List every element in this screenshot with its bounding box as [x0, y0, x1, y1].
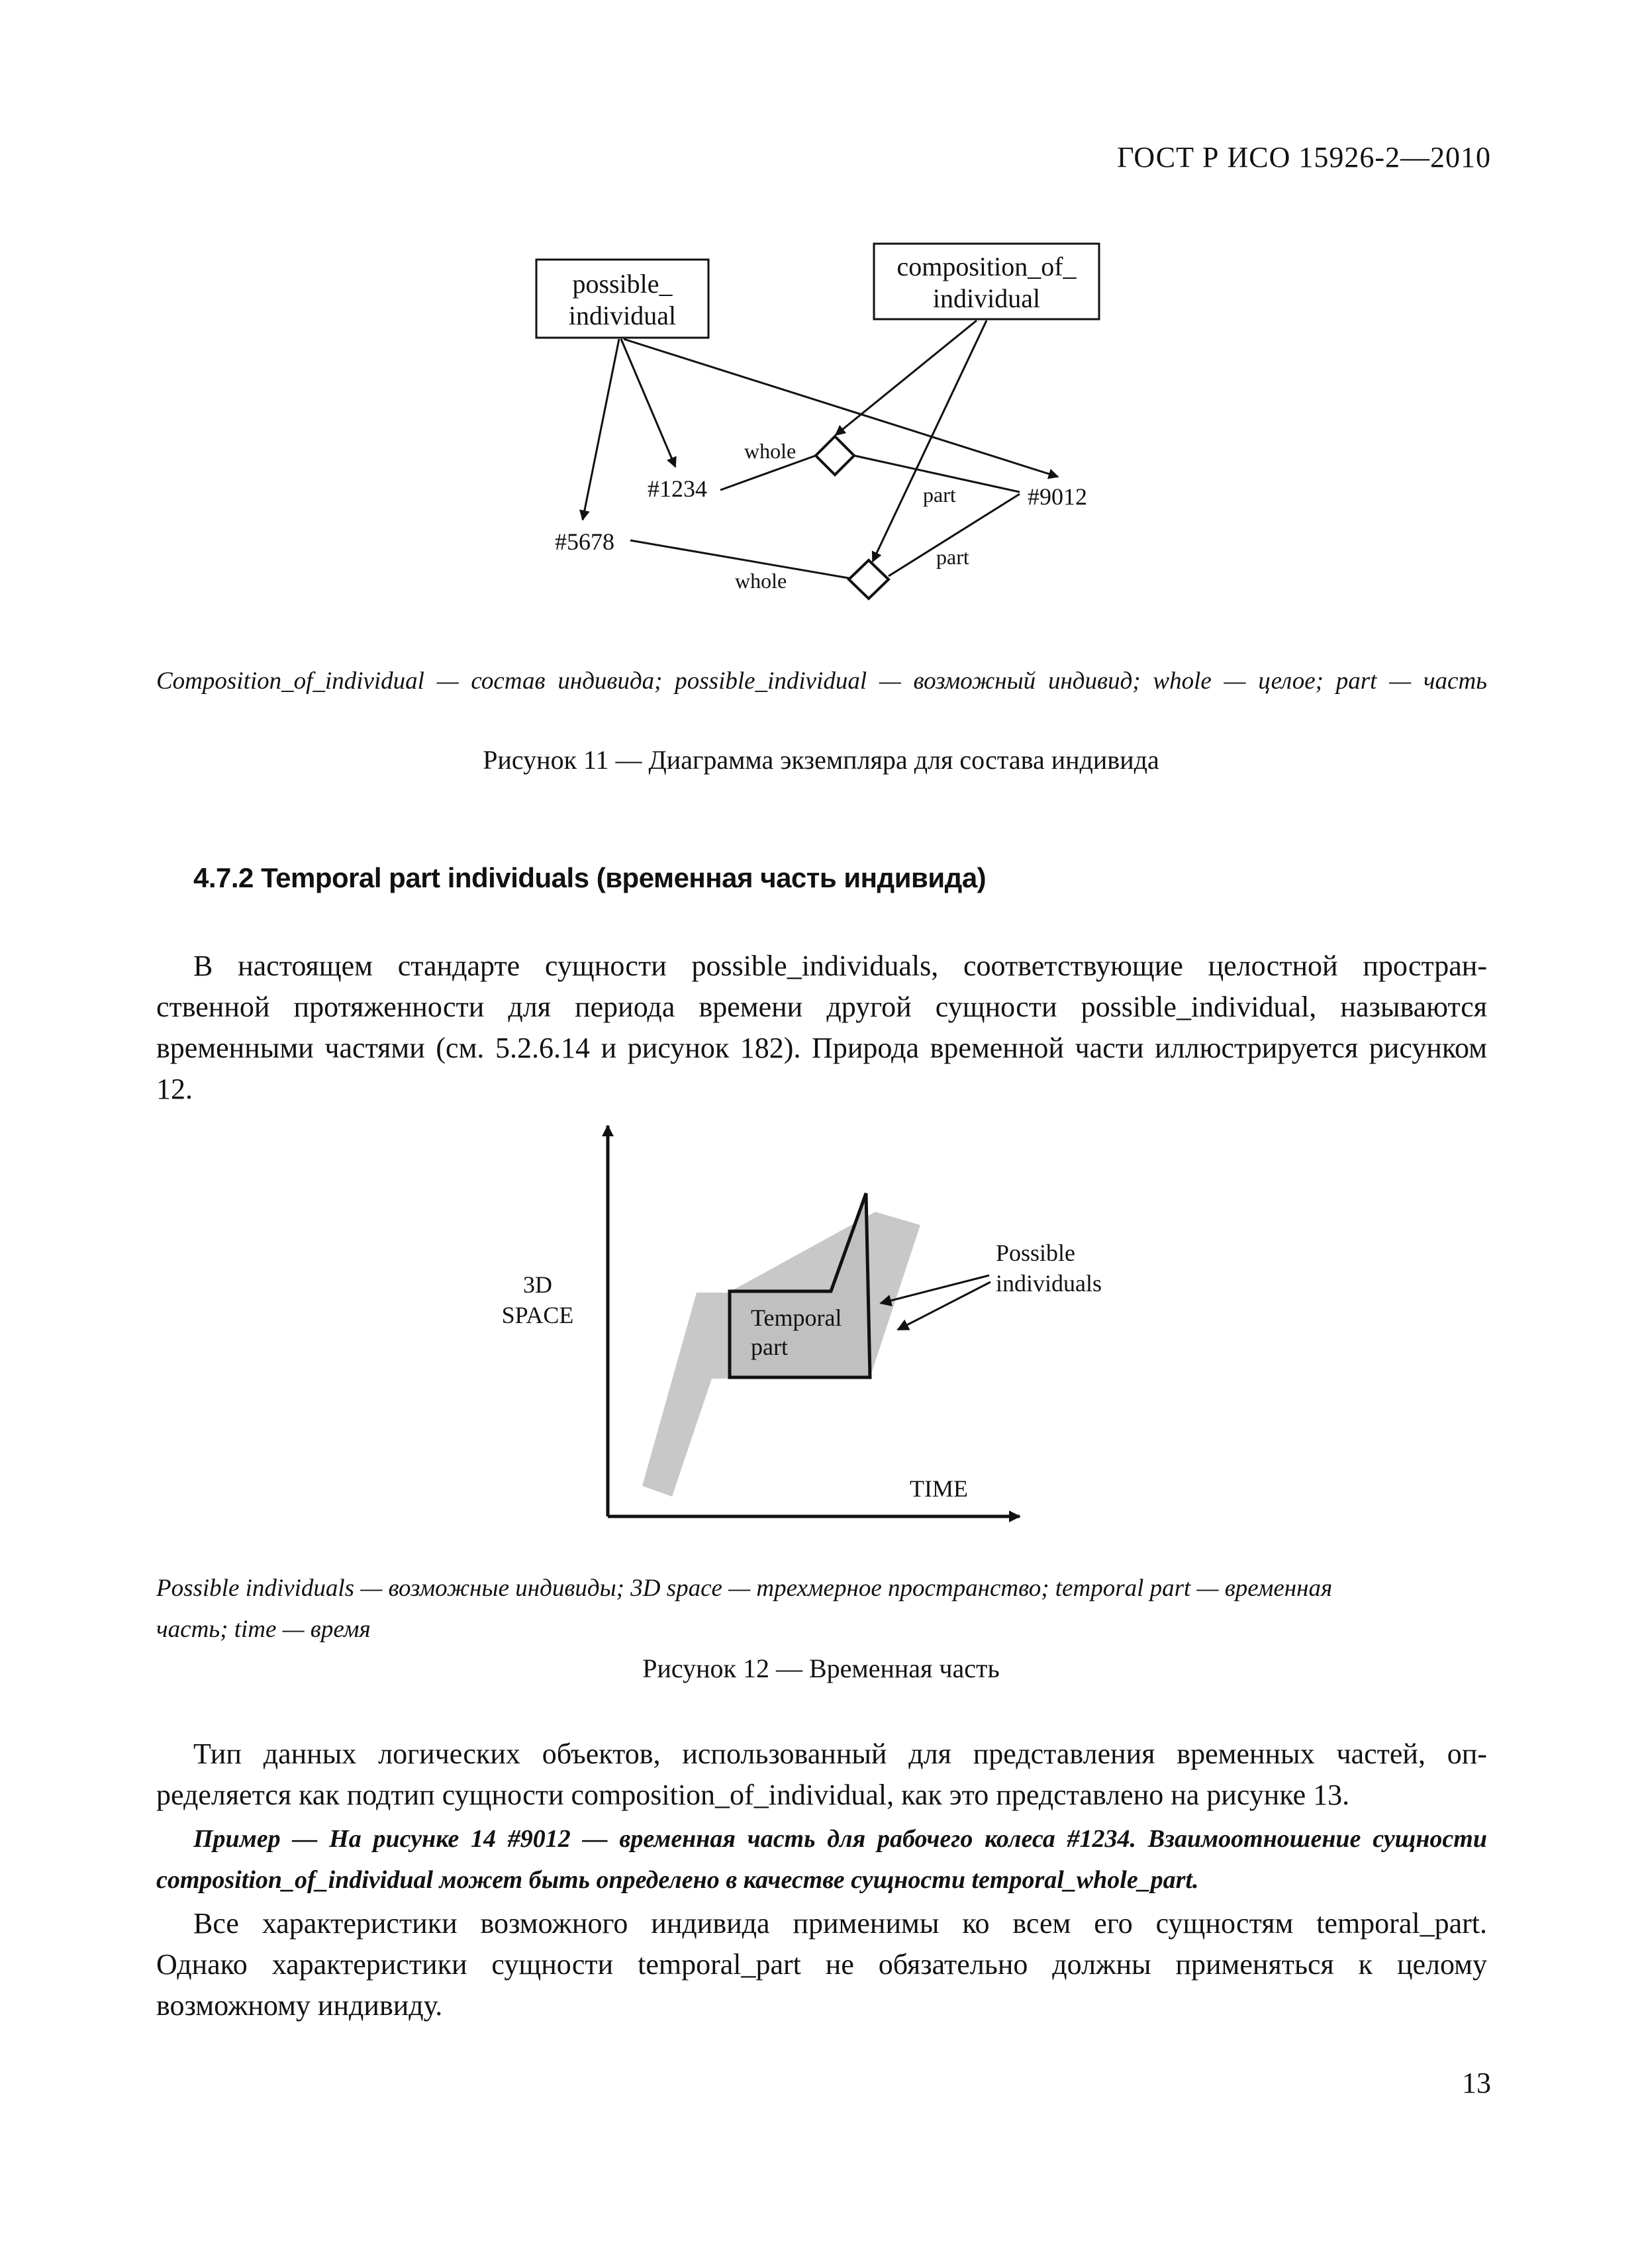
part-label-top: part [923, 483, 956, 507]
figure-12-legend-line1: Possible individuals — возможные индивиды; 3D space — трехмерное пространство; temporal part — временная [156, 1575, 1333, 1602]
node-9012-label: #9012 [1028, 483, 1087, 510]
whole-label-top: whole [744, 439, 797, 463]
figure-11-legend: Composition_of_individual — состав индивида; possible_individual — возможный индивид; whole — целое; part — часть [156, 667, 1487, 695]
possible-individuals-label-line2: individuals [996, 1270, 1102, 1297]
composition-box-line2: individual [932, 283, 1041, 313]
example-line1: Пример — На рисунке 14 #9012 — временная часть для рабочего колеса #1234. Взаимоотношение сущности [193, 1825, 1487, 1853]
composition-box-line1: composition_of_ [896, 252, 1077, 281]
figure-11-caption: Рисунок 11 — Диаграмма экземпляра для состава индивида [483, 745, 1159, 775]
page-number: 13 [1462, 2067, 1491, 2099]
arrow-possible-to-1234 [621, 339, 675, 467]
y-axis-label-line1: 3D [523, 1271, 552, 1298]
whole-label-bottom: whole [735, 569, 787, 593]
temporal-part-label-line1: Temporal [751, 1305, 842, 1331]
paragraph-2 [156, 1734, 1487, 1816]
possible-individuals-label-line1: Possible [996, 1240, 1076, 1266]
section-heading: 4.7.2 Temporal part individuals (временная часть индивида) [193, 862, 987, 893]
x-axis-label: TIME [910, 1475, 968, 1502]
example-line2: composition_of_individual может быть определено в качестве сущности temporal_whole_part. [156, 1866, 1199, 1894]
paragraph-1 [156, 946, 1487, 1110]
node-5678-label: #5678 [555, 528, 614, 555]
paragraph-3-first-line: Все характеристики возможного индивида применимы ко всем его сущностям temporal_part. [193, 1907, 1487, 1940]
paragraph-2-rest: ределяется как подтип сущности composition_of_individual, как это представлено на рисунке 13. [156, 1779, 1350, 1811]
figure-11-diagram [0, 0, 1642, 636]
diamond-bottom [849, 560, 889, 599]
figure-12-legend [156, 1568, 1487, 1650]
example-note [156, 1818, 1487, 1900]
diamond-top [816, 436, 854, 475]
arrow-composition-to-top-diamond [836, 320, 977, 435]
temporal-part-label-line2: part [751, 1334, 788, 1360]
paragraph-1-first-line: В настоящем стандарте сущности possible_individuals, соответствующие целостной простран- [193, 950, 1487, 982]
possible-individual-box-line2: individual [568, 301, 677, 330]
possible-individual-box-line1: possible_ [572, 269, 673, 299]
figure-12-diagram [0, 1112, 1642, 1550]
figure-12-legend-line2: часть; time — время [156, 1616, 371, 1643]
paragraph-3-rest: Однако характеристики сущности temporal_part не обязательно должны применяться к целому возможному индивиду. [156, 1948, 1487, 2022]
paragraph-3 [156, 1903, 1487, 2026]
standard-header: ГОСТ Р ИСО 15926-2—2010 [1117, 141, 1491, 173]
paragraph-1-rest: ственной протяженности для периода времени другой сущности possible_individual, называются временными частями (см. 5.2.6.14 и рисунок 182). Природа временной части иллюстрируется рисунком 12. [156, 991, 1487, 1105]
pointer-arrow-lower [898, 1282, 990, 1330]
arrow-possible-to-5678 [583, 339, 619, 520]
paragraph-2-first-line: Тип данных логических объектов, использованный для представления временных частей, оп- [193, 1738, 1487, 1770]
figure-12-caption: Рисунок 12 — Временная часть [642, 1653, 1000, 1683]
part-label-bottom: part [936, 545, 969, 569]
y-axis-label-line2: SPACE [501, 1302, 574, 1328]
node-1234-label: #1234 [648, 475, 707, 502]
